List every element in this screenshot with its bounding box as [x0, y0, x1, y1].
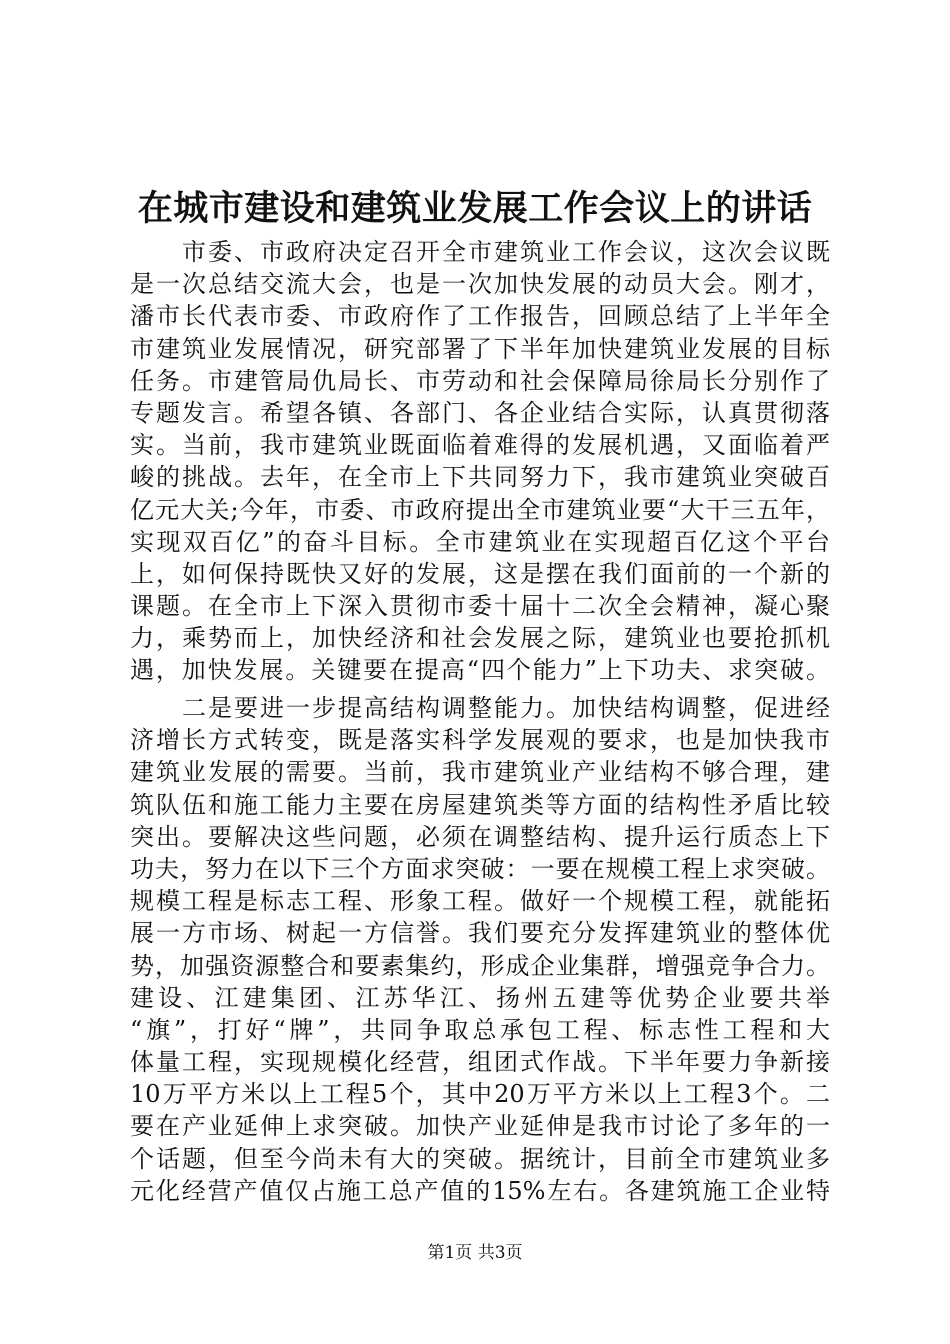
- page-footer: 第1页 共3页: [427, 1243, 523, 1263]
- text-line: 二是要进一步提高结构调整能力。加快结构调整，促进经: [182, 694, 830, 722]
- text-line: 济增长方式转变，既是落实科学发展观的要求，也是加快我市: [130, 726, 830, 755]
- text-line: 建筑业发展的需要。当前，我市建筑业产业结构不够合理，建: [130, 758, 830, 787]
- text-line: 要在产业延伸上求突破。加快产业延伸是我市讨论了多年的一: [130, 1112, 830, 1141]
- text-line: 峻的挑战。去年，在全市上下共同努力下，我市建筑业突破百: [130, 463, 830, 492]
- text-line: 市委、市政府决定召开全市建筑业工作会议，这次会议既: [182, 238, 830, 266]
- paragraph-1: [130, 236, 830, 687]
- document-title: 在城市建设和建筑业发展工作会议上的讲话: [137, 188, 813, 229]
- text-line: 上，如何保持既快又好的发展，这是摆在我们面前的一个新的: [130, 559, 830, 588]
- text-line: 规模工程是标志工程、形象工程。做好一个规模工程，就能拓: [130, 887, 830, 916]
- text-line: 体量工程，实现规模化经营，组团式作战。下半年要力争新接: [130, 1048, 830, 1077]
- text-line: 实。当前，我市建筑业既面临着难得的发展机遇，又面临着严: [130, 431, 830, 460]
- text-line: 个话题，但至今尚未有大的突破。据统计，目前全市建筑业多: [130, 1144, 830, 1173]
- text-line: 遇，加快发展。关键要在提高“四个能力”上下功夫、求突破。: [130, 656, 830, 685]
- text-line: 课题。在全市上下深入贯彻市委十届十二次全会精神，凝心聚: [130, 592, 830, 621]
- text-line: 力，乘势而上，加快经济和社会发展之际，建筑业也要抢抓机: [130, 624, 830, 653]
- text-line: 市建筑业发展情况，研究部署了下半年加快建筑业发展的目标: [130, 334, 830, 363]
- text-line: 功夫，努力在以下三个方面求突破：一要在规模工程上求突破。: [130, 854, 830, 883]
- text-line: 突出。要解决这些问题，必须在调整结构、提升运行质态上下: [130, 822, 830, 851]
- text-line: 潘市长代表市委、市政府作了工作报告，回顾总结了上半年全: [130, 302, 830, 331]
- text-line: 建设、江建集团、江苏华江、扬州五建等优势企业要共举: [130, 983, 830, 1012]
- text-line: “旗”，打好“牌”，共同争取总承包工程、标志性工程和大: [130, 1015, 830, 1044]
- text-line: 元化经营产值仅占施工总产值的15%左右。各建筑施工企业特: [130, 1176, 830, 1205]
- text-line: 筑队伍和施工能力主要在房屋建筑类等方面的结构性矛盾比较: [130, 790, 830, 819]
- text-line: 展一方市场、树起一方信誉。我们要充分发挥建筑业的整体优: [130, 919, 830, 948]
- text-line: 专题发言。希望各镇、各部门、各企业结合实际，认真贯彻落: [130, 398, 830, 427]
- text-line: 实现双百亿”的奋斗目标。全市建筑业在实现超百亿这个平台: [130, 527, 830, 556]
- text-line: 亿元大关;今年，市委、市政府提出全市建筑业要“大干三五年，: [130, 495, 830, 524]
- text-line: 10万平方米以上工程5个，其中20万平方米以上工程3个。二: [130, 1080, 830, 1109]
- text-line: 势，加强资源整合和要素集约，形成企业集群，增强竞争合力。: [130, 951, 830, 980]
- text-line: 是一次总结交流大会，也是一次加快发展的动员大会。刚才，: [130, 270, 830, 299]
- text-line: 任务。市建管局仇局长、市劳动和社会保障局徐局长分别作了: [130, 366, 830, 395]
- paragraph-2: [130, 692, 830, 1207]
